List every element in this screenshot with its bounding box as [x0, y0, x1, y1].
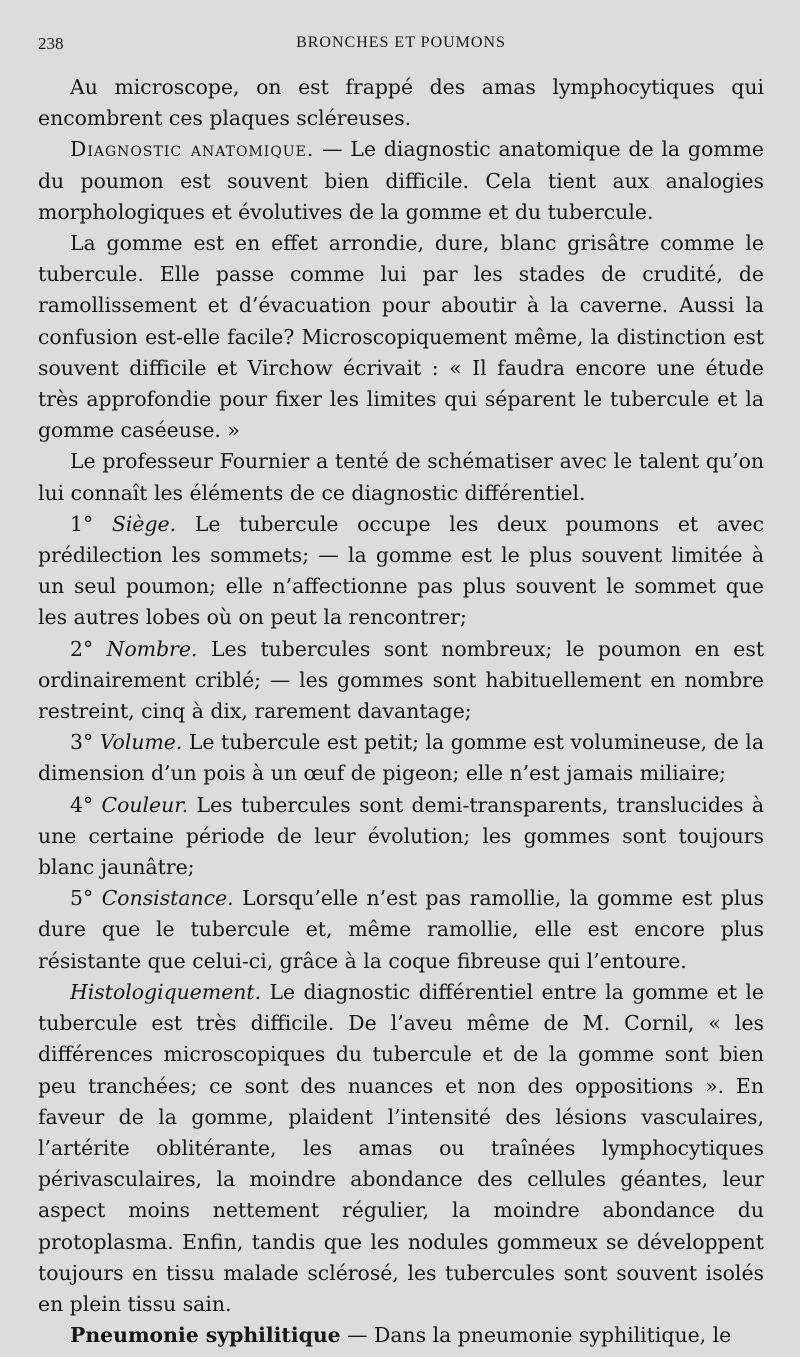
item-heading: Consistance.: [101, 886, 234, 911]
list-item-nombre: [38, 634, 764, 728]
item-heading: Volume.: [99, 730, 183, 755]
list-number: 2°: [70, 636, 94, 661]
paragraph-diagnostic-anatomique: [38, 134, 764, 228]
list-item-consistance: [38, 883, 764, 977]
item-heading: Siège.: [111, 511, 177, 536]
list-number: 4°: [70, 792, 94, 817]
paragraph-microscope: [38, 72, 764, 134]
paragraph-text: Le professeur Fournier a tenté de schématiser avec le talent qu’on lui connaît les éléments de ce diagnostic différentiel.: [38, 449, 764, 505]
paragraph-text: — Le diagnostic anatomique de la gomme du poumon est souvent bien difficile. Cela tient aux analogies morphologiques et évolutives de la gomme et du tubercule.: [38, 137, 764, 224]
item-heading: Couleur.: [101, 792, 189, 817]
paragraph-histologiquement: [38, 977, 764, 1320]
list-number: 3°: [70, 730, 94, 755]
list-item-couleur: [38, 790, 764, 884]
list-number: 5°: [70, 886, 94, 911]
paragraph-text: Le diagnostic différentiel entre la gomme et le tubercule est très difficile. De l’aveu même de M. Cornil, « les différences microscopiques du tubercule et de la gomme sont bien peu tranchées; ce sont des nuances et non des oppositions ». En faveur de la gomme, plaident l’intensité des lésions vasculaires, l’artérite oblitérante, les amas ou traînées lymphocytiques périvasculaires, la moindre abondance des cellules géantes, leur aspect moins nettement régulier, la moindre abondance du protoplasma. Enfin, tandis que les nodules gommeux se développent toujours en tissu malade sclérosé, les tubercules sont souvent isolés en plein tissu sain.: [38, 979, 764, 1316]
paragraph-text: Le tubercule occupe les deux poumons et avec prédilection les sommets; — la gomme est le plus souvent limitée à un seul poumon; elle n’affectionne pas plus souvent le sommet que les autres lobes où on peut la rencontrer;: [38, 511, 764, 630]
item-heading: Nombre.: [106, 636, 198, 661]
paragraph-text: Les tubercules sont demi-transparents, translucides à une certaine période de leur évolution; les gommes sont toujours blanc jaunâtre;: [38, 792, 764, 880]
paragraph-text: Les tubercules sont nombreux; le poumon en est ordinairement criblé; — les gommes sont habituellement en nombre restreint, cinq à dix, rarement davantage;: [38, 636, 765, 724]
paragraph-text: La gomme est en effet arrondie, dure, blanc grisâtre comme le tubercule. Elle passe comme lui par les stades de crudité, de ramollissement et d’évacuation pour aboutir à la caverne. Aussi la confusion est-elle facile? Microscopiquement même, la distinction est souvent difficile et Virchow écrivait : « Il faudra encore une étude très approfondie pour fixer les limites qui séparent le tubercule et la gomme caséeuse. »: [38, 231, 764, 443]
item-heading: Histologiquement.: [70, 979, 262, 1004]
paragraph-pneumonie: [38, 1320, 764, 1351]
list-item-siege: [38, 509, 764, 634]
section-heading: Diagnostic anatomique.: [70, 137, 315, 162]
list-item-volume: [38, 727, 764, 789]
paragraph-text: — Dans la pneumonie syphilitique, le: [340, 1323, 732, 1348]
section-heading: Pneumonie syphilitique: [70, 1323, 341, 1348]
paragraph-text: Le tubercule est petit; la gomme est volumineuse, de la dimension d’un pois à un œuf de pigeon; elle n’est jamais miliaire;: [38, 730, 764, 786]
page-number: 238: [38, 34, 64, 53]
running-title: BRONCHES ET POUMONS: [296, 34, 506, 51]
list-number: 1°: [70, 511, 94, 536]
page-header: [38, 32, 764, 60]
body-text: [38, 72, 764, 1351]
paragraph-text: Au microscope, on est frappé des amas lymphocytiques qui encombrent ces plaques scléreuses.: [38, 75, 764, 131]
paragraph-text: Lorsqu’elle n’est pas ramollie, la gomme est plus dure que le tubercule et, même ramollie, elle est encore plus résistante que celui-ci, grâce à la coque fibreuse qui l’entoure.: [38, 886, 764, 973]
paragraph-fournier: [38, 446, 764, 508]
paragraph-gomme-arrondie: [38, 228, 764, 446]
